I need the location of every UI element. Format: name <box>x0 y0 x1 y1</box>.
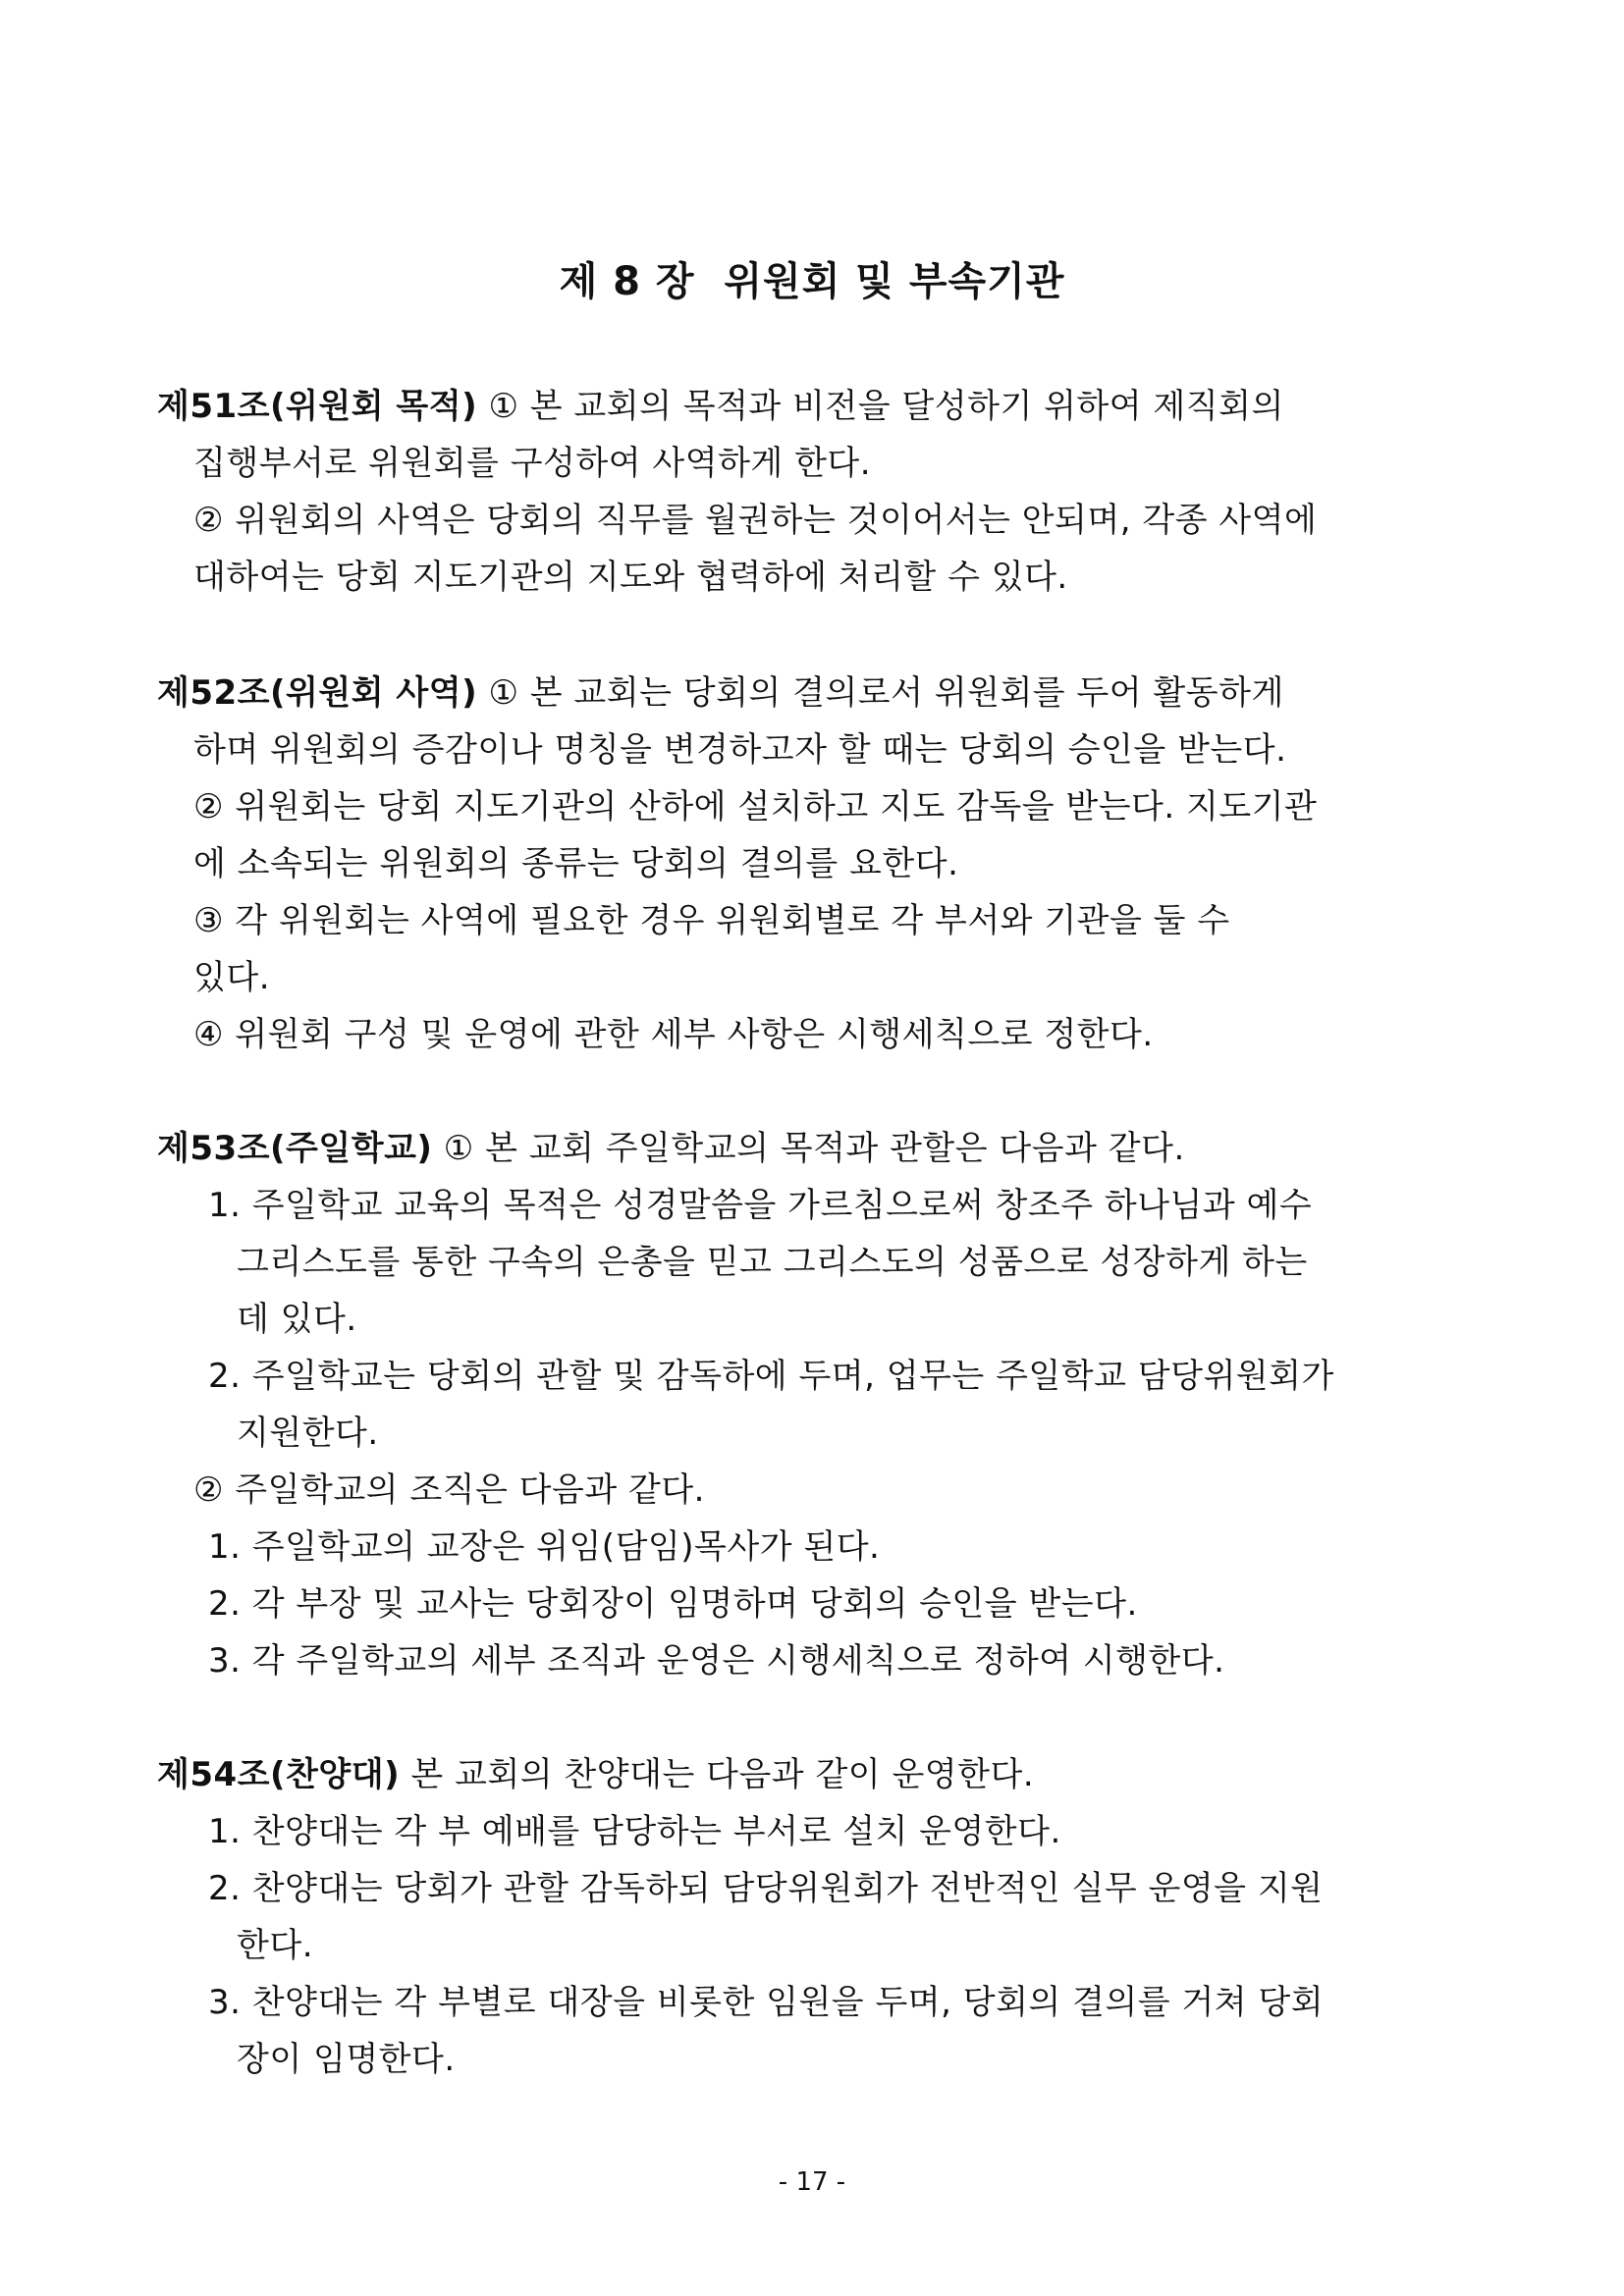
article-53-line-8: 1. 주일학교의 교장은 위임(담임)목사가 된다. <box>208 1527 881 1567</box>
article-53-line-4: 데 있다. <box>237 1300 357 1339</box>
article-53-line-7: ② 주일학교의 조직은 다음과 같다. <box>193 1470 705 1510</box>
article-53-line-6: 지원한다. <box>237 1414 379 1453</box>
article-54-line-3: 2. 찬양대는 당회가 관할 감독하되 담당위원회가 전반적인 실무 운영을 지원 <box>208 1869 1324 1908</box>
article-53-text: ① 본 교회 주일학교의 목적과 관할은 다음과 같다. <box>432 1129 1185 1168</box>
page-number: - 17 - <box>778 2167 846 2197</box>
article-52-heading: 제52조(위원회 사역) <box>157 673 478 713</box>
article-54-text: 본 교회의 찬양대는 다음과 같이 운영한다. <box>400 1755 1035 1794</box>
article-51-heading: 제51조(위원회 목적) <box>157 387 478 426</box>
article-53-line-5: 2. 주일학교는 당회의 관할 및 감독하에 두며, 업무는 주일학교 담당위원회가 <box>208 1357 1334 1396</box>
article-53-line-2: 1. 주일학교 교육의 목적은 성경말씀을 가르침으로써 창조주 하나님과 예수 <box>208 1186 1313 1225</box>
article-54-heading: 제54조(찬양대) <box>157 1755 401 1794</box>
article-52-text: ① 본 교회는 당회의 결의로서 위원회를 두어 활동하게 <box>477 673 1284 713</box>
article-53-line-3: 그리스도를 통한 구속의 은총을 믿고 그리스도의 성품으로 성장하게 하는 <box>237 1243 1308 1282</box>
article-51-text: ① 본 교회의 목적과 비전을 달성하기 위하여 제직회의 <box>477 387 1284 426</box>
article-54-line-1 <box>157 1753 1034 1796</box>
article-54-line-4: 한다. <box>237 1926 313 1965</box>
article-52-line-2: 하며 위원회의 증감이나 명칭을 변경하고자 할 때는 당회의 승인을 받는다. <box>193 730 1287 770</box>
article-51-line-4: 대하여는 당회 지도기관의 지도와 협력하에 처리할 수 있다. <box>193 558 1068 597</box>
article-54-line-6: 장이 임명한다. <box>237 2040 456 2079</box>
article-53-line-1 <box>157 1127 1185 1170</box>
article-54-line-2: 1. 찬양대는 각 부 예배를 담당하는 부서로 설치 운영한다. <box>208 1812 1061 1851</box>
article-52-line-7: ④ 위원회 구성 및 운영에 관한 세부 사항은 시행세칙으로 정한다. <box>193 1015 1154 1054</box>
article-54-line-5: 3. 찬양대는 각 부별로 대장을 비롯한 임원을 두며, 당회의 결의를 거쳐 당회 <box>208 1983 1325 2022</box>
article-51-line-3: ② 위원회의 사역은 당회의 직무를 월권하는 것이어서는 안되며, 각종 사역에 <box>193 501 1318 540</box>
article-52-line-1 <box>157 671 1284 715</box>
article-53-heading: 제53조(주일학교) <box>157 1129 433 1168</box>
article-52-line-3: ② 위원회는 당회 지도기관의 산하에 설치하고 지도 감독을 받는다. 지도기관 <box>193 787 1318 827</box>
article-53-line-9: 2. 각 부장 및 교사는 당회장이 임명하며 당회의 승인을 받는다. <box>208 1584 1138 1624</box>
article-51-line-1 <box>157 385 1284 428</box>
article-52-line-5: ③ 각 위원회는 사역에 필요한 경우 위원회별로 각 부서와 기관을 둘 수 <box>193 901 1230 940</box>
article-53-line-10: 3. 각 주일학교의 세부 조직과 운영은 시행세칙으로 정하여 시행한다. <box>208 1641 1225 1681</box>
article-52-line-6: 있다. <box>193 958 270 997</box>
article-51-line-2: 집행부서로 위원회를 구성하여 사역하게 한다. <box>193 444 872 483</box>
chapter-title: 제 8 장 위원회 및 부속기관 <box>559 259 1065 304</box>
article-52-line-4: 에 소속되는 위원회의 종류는 당회의 결의를 요한다. <box>193 844 959 883</box>
